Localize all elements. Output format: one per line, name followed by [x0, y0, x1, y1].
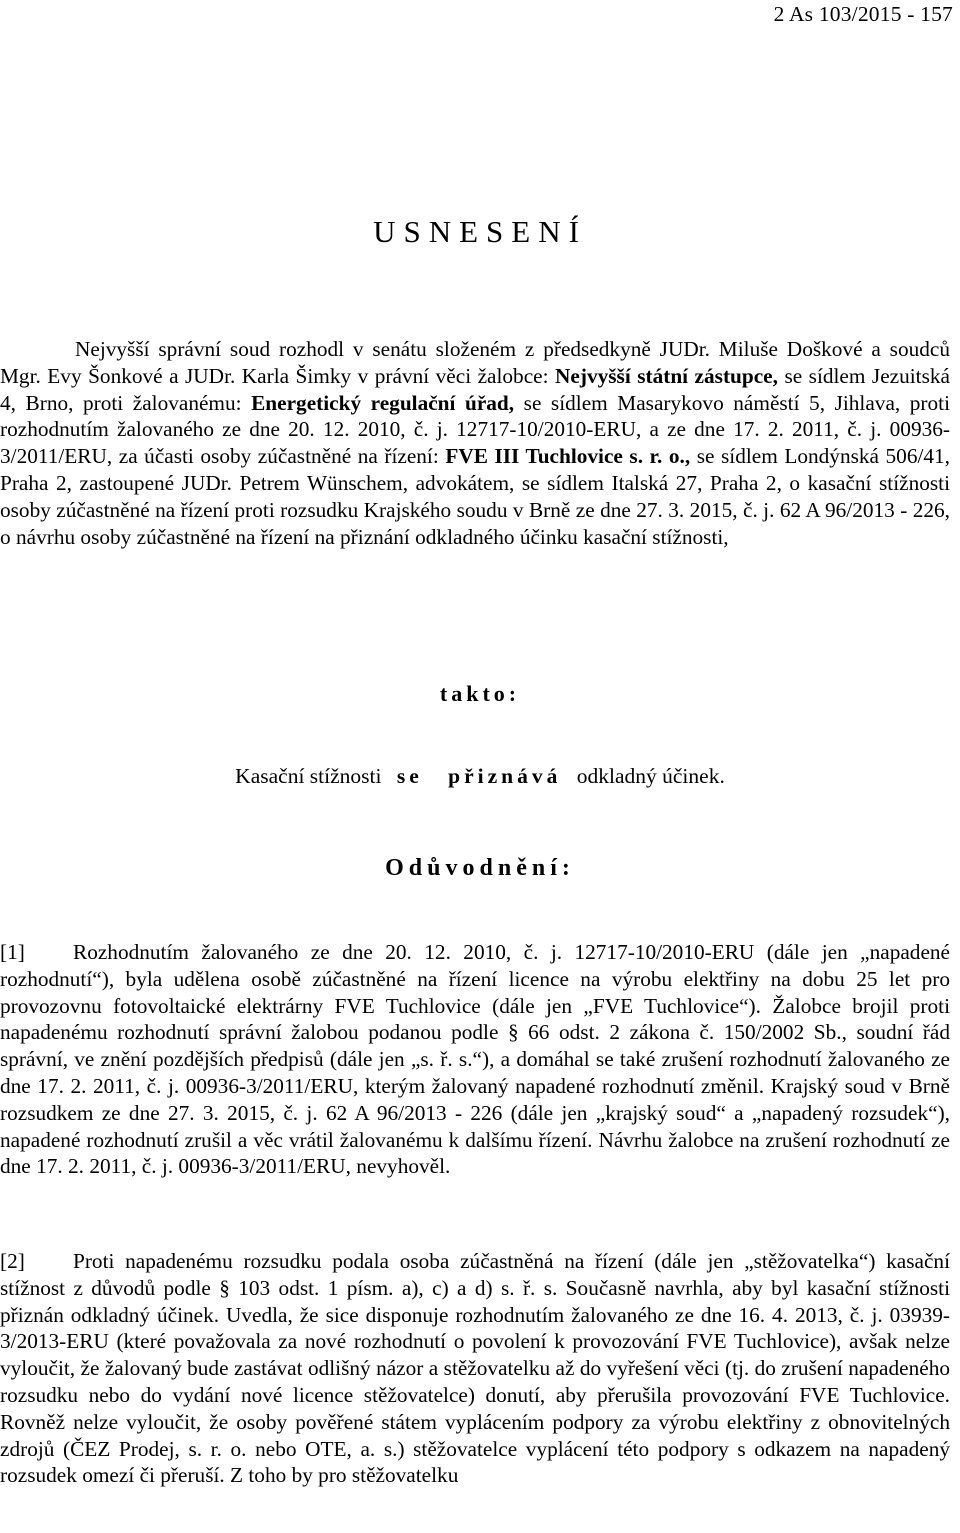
intro-paragraph [0, 336, 950, 550]
paragraph-number: [1] [0, 940, 25, 964]
intro-text-1: Nejvyšší správní soud rozhodl v senátu složeném z předsedkyně JUDr. Miluše Doškové a soudců Mgr. Evy Šonkové a JUDr. Karla Šimky v právní věci žalobce: [0, 337, 950, 388]
verdict-before: Kasační stížnosti [235, 764, 382, 788]
takto-heading: takto: [439, 681, 521, 706]
intro-text-2: se sídlem Jezuitská 4, Brno, proti žalovanému: [0, 363, 950, 415]
paragraph-number: [2] [0, 1249, 25, 1273]
verdict-after: odkladný účinek. [576, 764, 725, 788]
paragraph-2 [0, 1248, 950, 1489]
verdict-priznava: přiznává [448, 764, 562, 788]
paragraph-text: Proti napadenému rozsudku podala osoba zúčastněná na řízení (dále jen „stěžovatelka“) kasační stížnost z důvodů podle § 103 odst. 1 písm. a), c) a d) s. ř. s. Současně navrhla, aby byl kasační stížnosti přiznán odkladný účinek. Uvedla, že sice disponuje rozhodnutím žalovaného ze dne 16. 4. 2013, č. j. 03939-3/2013-ERU (které považovala za nové rozhodnutí o povolení k provozování FVE Tuchlovice), avšak nelze vyloučit, že žalovaný bude zastávat odlišný názor a stěžovatelku až do vyřešení věci (tj. do zrušení napadeného rozsudku nebo do vydání nové licence stěžovatelce) donutí, aby přerušila provozování FVE Tuchlovice. Rovněž nelze vyloučit, že osoby pověřené státem vyplácením podpory za výrobu elektřiny z obnovitelných zdrojů (ČEZ Prodej, s. r. o. nebo OTE, a. s.) stěžovatelce vyplácení této podpory s odkazem na napadený rozsudek omezí či přeruší. Z toho by pro stěžovatelku [0, 1249, 950, 1488]
plaintiff-name: Nejvyšší státní zástupce, [555, 363, 778, 388]
file-number: 2 As 103/2015 - 157 [773, 2, 953, 26]
paragraph-1 [0, 939, 950, 1180]
verdict-se: se [396, 764, 423, 788]
verdict [0, 764, 960, 789]
paragraph-text: Rozhodnutím žalovaného ze dne 20. 12. 2010, č. j. 12717-10/2010-ERU (dále jen „napadené rozhodnutí“), byla udělena osobě zúčastněné na řízení licence na výrobu elektřiny na dobu 25 let pro provozovnu fotovoltaické elektrárny FVE Tuchlovice (dále jen „FVE Tuchlovice“). Žalobce brojil proti napadenému rozhodnutí správní žalobou podanou podle § 66 odst. 2 zákona č. 150/2002 Sb., soudní řád správní, ve znění pozdějších předpisů (dále jen „s. ř. s.“), a domáhal se také zrušení rozhodnutí žalovaného ze dne 17. 2. 2011, č. j. 00936-3/2011/ERU, kterým žalovaný napadené rozhodnutí změnil. Krajský soud v Brně rozsudkem ze dne 27. 3. 2015, č. j. 62 A 96/2013 - 226 (dále jen „krajský soud“ a „napadený rozsudek“), napadené rozhodnutí zrušil a věc vrátil žalovanému k dalšímu řízení. Návrhu žalobce na zrušení rozhodnutí ze dne 17. 2. 2011, č. j. 00936-3/2011/ERU, nevyhověl. [0, 940, 950, 1179]
participant-name: FVE III Tuchlovice s. r. o., [445, 444, 691, 469]
intro-text-4: se sídlem Londýnská 506/41, Praha 2, zastoupené JUDr. Petrem Wünschem, advokátem, se sídlem Italská 27, Praha 2, o kasační stížnosti osoby zúčastněné na řízení proti rozsudku Krajského soudu v Brně ze dne 27. 3. 2015, č. j. 62 A 96/2013 - 226, o návrhu osoby zúčastněné na řízení na přiznání odkladného účinku kasační stížnosti, [0, 444, 950, 549]
intro-text-3: se sídlem Masarykovo náměstí 5, Jihlava, proti rozhodnutím žalovaného ze dne 20. 12. 2010, č. j. 12717-10/2010-ERU, a ze dne 17. 2. 2011, č. j. 00936-3/2011/ERU, za účasti osoby zúčastněné na řízení: [0, 390, 950, 469]
defendant-name: Energetický regulační úřad, [251, 390, 515, 415]
reasoning-heading: Odůvodnění: [385, 855, 575, 881]
document-title: USNESENÍ [373, 214, 587, 249]
